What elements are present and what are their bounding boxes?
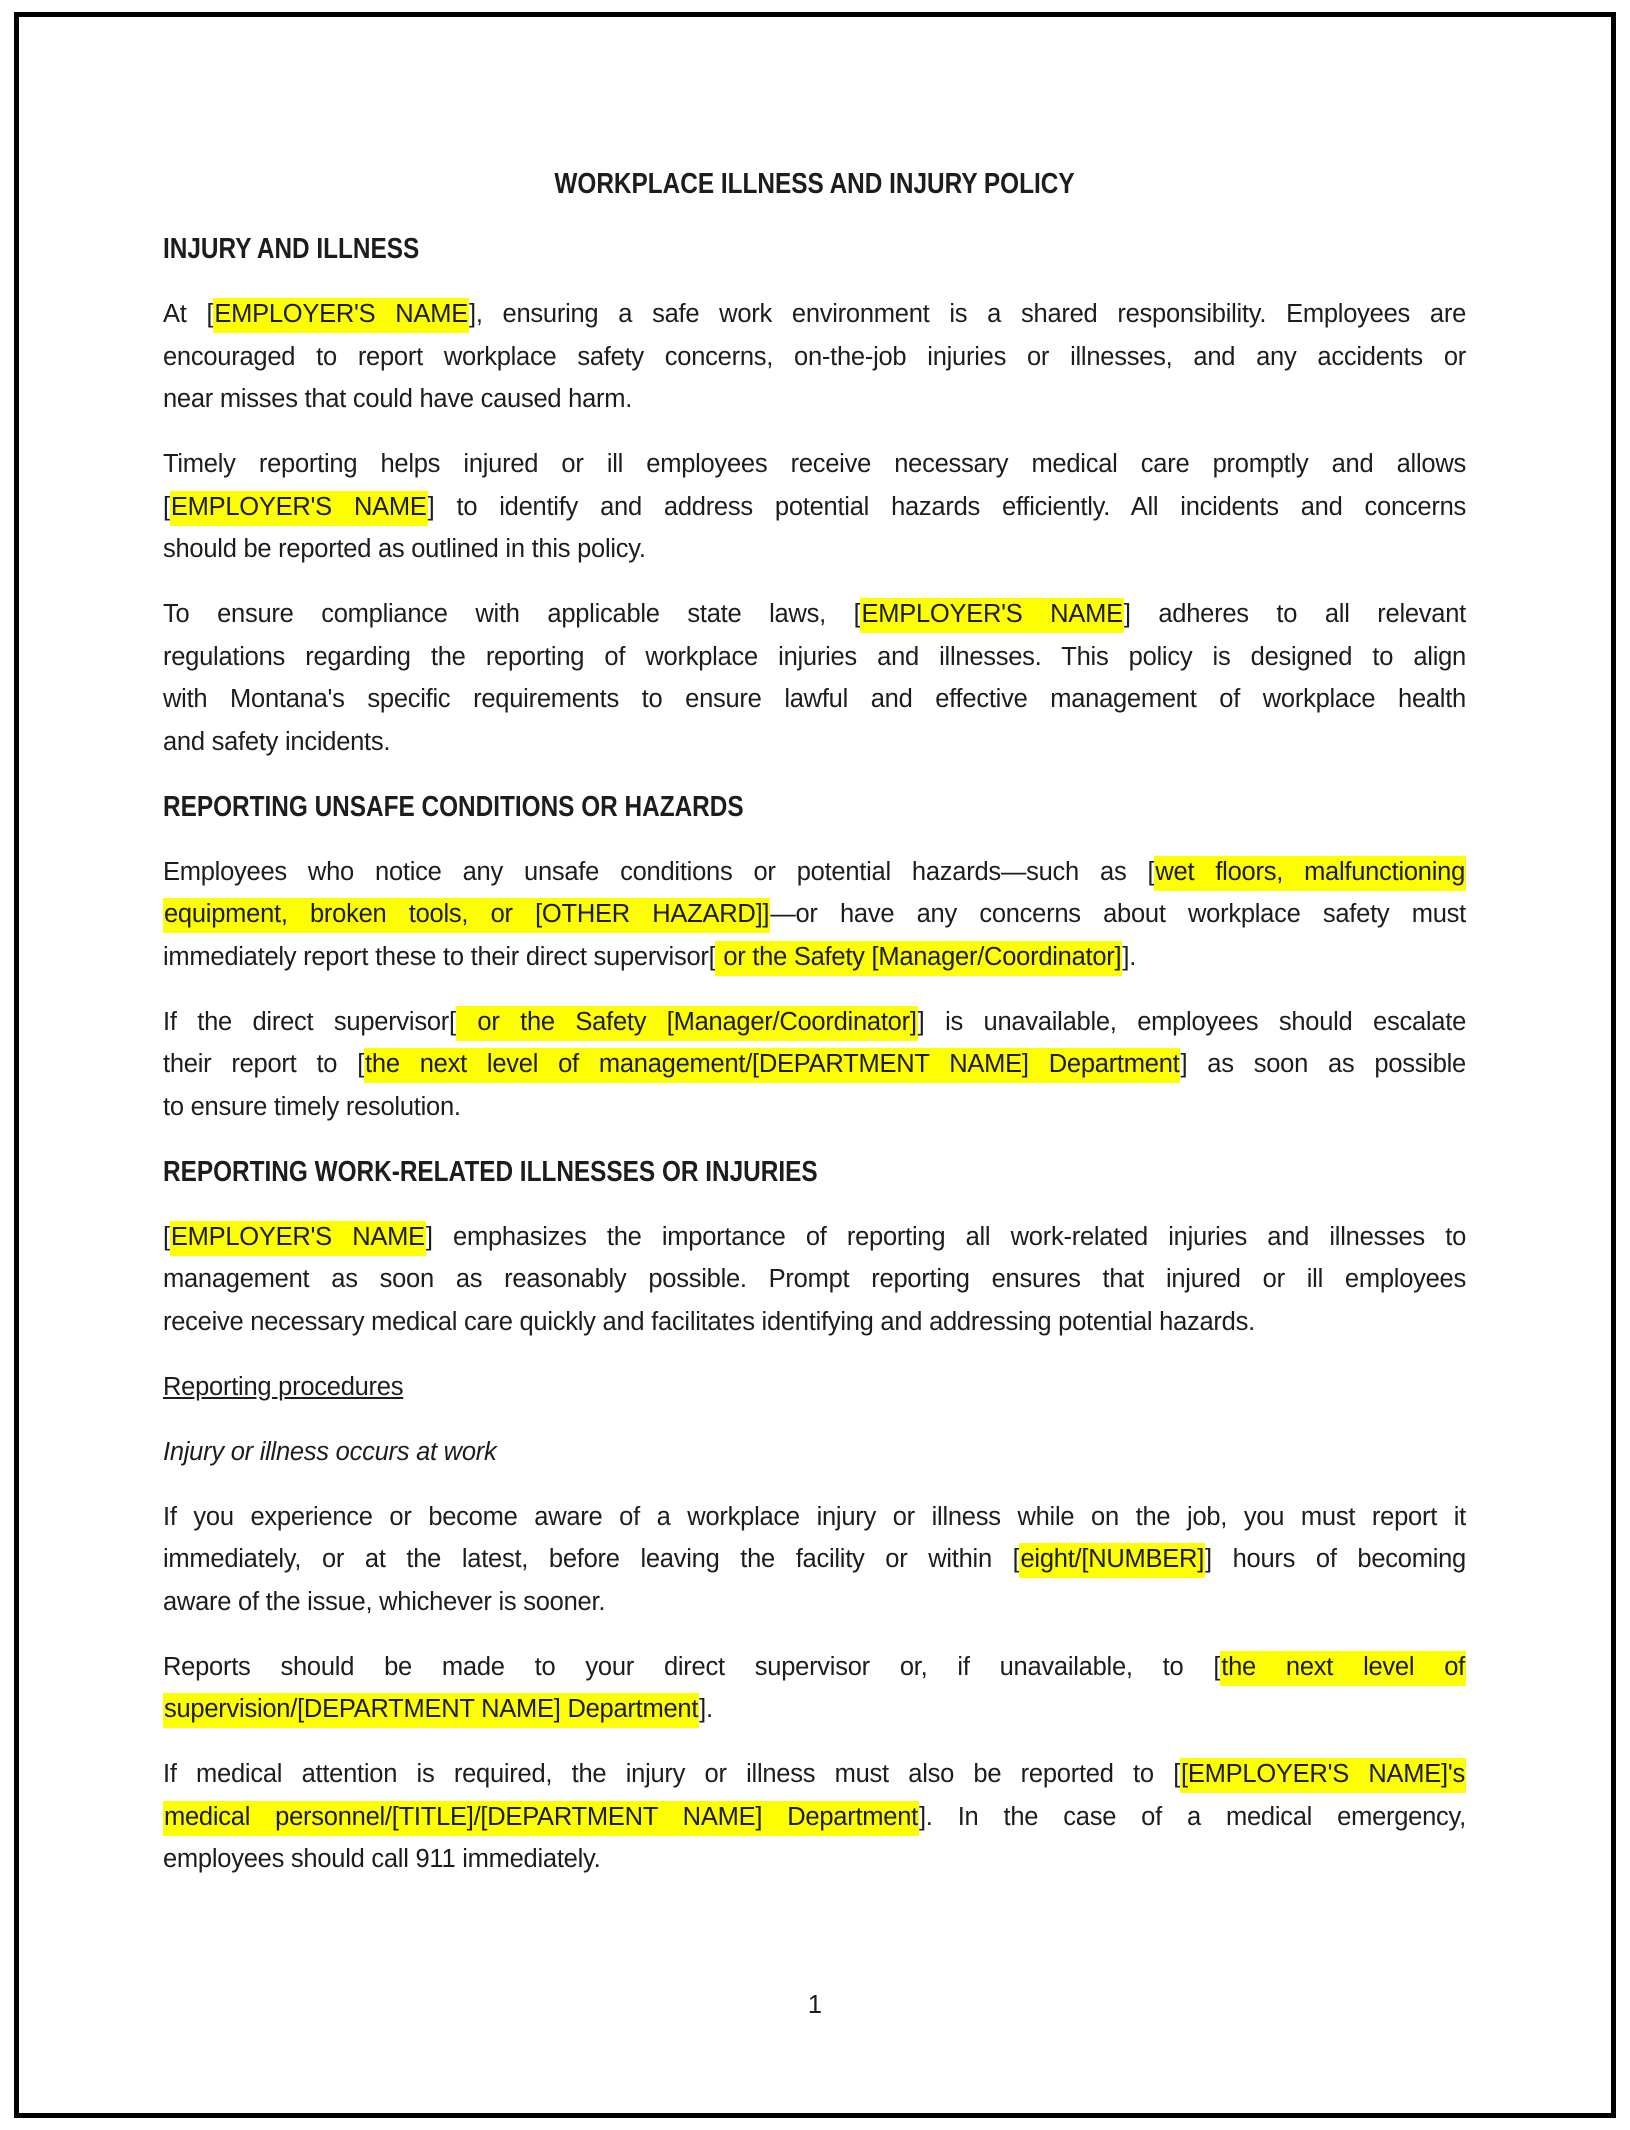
- text-line: [163, 528, 1466, 571]
- paragraph: [163, 851, 1466, 979]
- text-line: [163, 443, 1466, 486]
- text-line: [163, 1086, 1466, 1129]
- text-run: their report to [: [163, 1050, 365, 1078]
- text-run: with Montana's specific requirements to ensure lawful and effective management of workplace health: [163, 685, 1466, 713]
- text-run: If medical attention is required, the injury or illness must also be reported to [: [163, 1760, 1181, 1788]
- highlighted-placeholder: medical personnel/[TITLE]/[DEPARTMENT NAME] Department: [163, 1801, 919, 1836]
- text-line: [163, 336, 1466, 379]
- highlighted-placeholder: the next level of: [1220, 1651, 1466, 1686]
- text-line: [163, 1688, 1466, 1731]
- text-line: [163, 721, 1466, 764]
- text-line: [163, 851, 1466, 894]
- highlighted-placeholder: wet floors, malfunctioning: [1154, 856, 1466, 891]
- text-run: immediately, or at the latest, before leaving the facility or within [: [163, 1545, 1020, 1573]
- page-number: 1: [807, 1991, 823, 2019]
- text-run: employees should call 911 immediately.: [163, 1845, 601, 1873]
- paragraph: [163, 1001, 1466, 1129]
- text-line: [163, 1838, 1466, 1881]
- text-run: receive necessary medical care quickly and facilitates identifying and addressing potential hazards.: [163, 1307, 1255, 1336]
- text-run: ] adheres to all relevant: [1123, 600, 1466, 628]
- text-run: ] to identify and address potential hazards efficiently. All incidents and concerns: [427, 492, 1466, 521]
- text-run: [: [163, 492, 170, 521]
- text-run: should be reported as outlined in this policy.: [163, 535, 646, 563]
- text-run: regulations regarding the reporting of workplace injuries and illnesses. This policy is designed to align: [163, 642, 1466, 671]
- text-run: ]. In the case of a medical emergency,: [918, 1802, 1466, 1831]
- paragraph: [163, 293, 1466, 421]
- text-line: [163, 1581, 1466, 1624]
- highlighted-placeholder: [EMPLOYER'S NAME]'s: [1180, 1758, 1466, 1793]
- text-line: [163, 378, 1466, 421]
- text-line: [163, 293, 1466, 336]
- text-run: [: [163, 1222, 170, 1251]
- text-line: [163, 1301, 1466, 1344]
- text-line: [163, 486, 1466, 529]
- text-run: management as soon as reasonably possible. Prompt reporting ensures that injured or ill employees: [163, 1265, 1466, 1293]
- text-run: and safety incidents.: [163, 727, 391, 756]
- text-run: ] is unavailable, employees should escalate: [917, 1007, 1467, 1036]
- text-line: [163, 1043, 1466, 1086]
- highlighted-placeholder: EMPLOYER'S NAME: [860, 598, 1123, 633]
- text-run: to ensure timely resolution.: [163, 1092, 461, 1121]
- subheading-italic: Injury or illness occurs at work: [163, 1437, 497, 1466]
- paragraph: [163, 443, 1466, 571]
- paragraph: [163, 1753, 1466, 1881]
- highlighted-placeholder: equipment, broken tools, or [OTHER HAZARD]]: [163, 898, 770, 933]
- text-run: Timely reporting helps injured or ill employees receive necessary medical care promptly and allows: [163, 450, 1466, 478]
- text-run: ] as soon as possible: [1180, 1050, 1466, 1078]
- highlighted-placeholder: or the Safety [Manager/Coordinator]: [715, 941, 1122, 976]
- paragraph: [163, 593, 1466, 763]
- highlighted-placeholder: supervision/[DEPARTMENT NAME] Department: [163, 1693, 699, 1728]
- text-run: ] hours of becoming: [1205, 1545, 1466, 1573]
- paragraph: [163, 1496, 1466, 1624]
- text-line: [163, 593, 1466, 636]
- text-line: [163, 636, 1466, 679]
- text-line: [163, 1258, 1466, 1301]
- paragraph: [163, 1646, 1466, 1731]
- highlighted-placeholder: the next level of management/[DEPARTMENT NAME] Department: [364, 1048, 1180, 1083]
- heading: REPORTING UNSAFE CONDITIONS OR HAZARDS: [163, 790, 744, 823]
- subheading-underline: Reporting procedures: [163, 1372, 404, 1401]
- document-body: [163, 163, 1466, 1903]
- text-line: [163, 1001, 1466, 1044]
- text-run: At [: [163, 300, 214, 328]
- text-line: [163, 678, 1466, 721]
- text-line: [163, 1538, 1466, 1581]
- text-run: Employees who notice any unsafe conditions or potential hazards—such as [: [163, 857, 1155, 886]
- heading: INJURY AND ILLNESS: [163, 233, 420, 265]
- text-run: near misses that could have caused harm.: [163, 385, 633, 413]
- heading: REPORTING WORK-RELATED ILLNESSES OR INJURIES: [163, 1155, 818, 1188]
- text-run: ].: [699, 1695, 713, 1723]
- highlighted-placeholder: or the Safety [Manager/Coordinator]: [456, 1006, 918, 1041]
- text-run: If you experience or become aware of a workplace injury or illness while on the job, you must report it: [163, 1502, 1466, 1531]
- text-run: Reports should be made to your direct supervisor or, if unavailable, to [: [163, 1652, 1221, 1681]
- text-run: ], ensuring a safe work environment is a shared responsibility. Employees are: [468, 300, 1466, 328]
- document-title: WORKPLACE ILLNESS AND INJURY POLICY: [554, 168, 1075, 200]
- text-line: [163, 1753, 1466, 1796]
- text-run: aware of the issue, whichever is sooner.: [163, 1587, 606, 1616]
- text-run: —or have any concerns about workplace safety must: [770, 900, 1466, 928]
- text-run: ] emphasizes the importance of reporting all work-related injuries and illnesses to: [425, 1222, 1466, 1251]
- text-line: [163, 1796, 1466, 1839]
- text-line: [163, 1646, 1466, 1689]
- highlighted-placeholder: EMPLOYER'S NAME: [170, 1221, 426, 1256]
- text-run: ].: [1122, 942, 1137, 971]
- highlighted-placeholder: EMPLOYER'S NAME: [213, 298, 469, 333]
- text-line: [163, 1216, 1466, 1259]
- highlighted-placeholder: EMPLOYER'S NAME: [170, 491, 428, 526]
- text-run: If the direct supervisor[: [163, 1007, 456, 1036]
- text-run: To ensure compliance with applicable state laws, [: [163, 600, 861, 628]
- text-line: [163, 1496, 1466, 1539]
- text-line: [163, 936, 1466, 979]
- text-line: [163, 893, 1466, 936]
- paragraph: [163, 1216, 1466, 1344]
- text-run: encouraged to report workplace safety concerns, on-the-job injuries or illnesses, and any accidents or: [163, 342, 1466, 371]
- highlighted-placeholder: eight/[NUMBER]: [1019, 1543, 1205, 1578]
- text-run: immediately report these to their direct supervisor[: [163, 942, 716, 971]
